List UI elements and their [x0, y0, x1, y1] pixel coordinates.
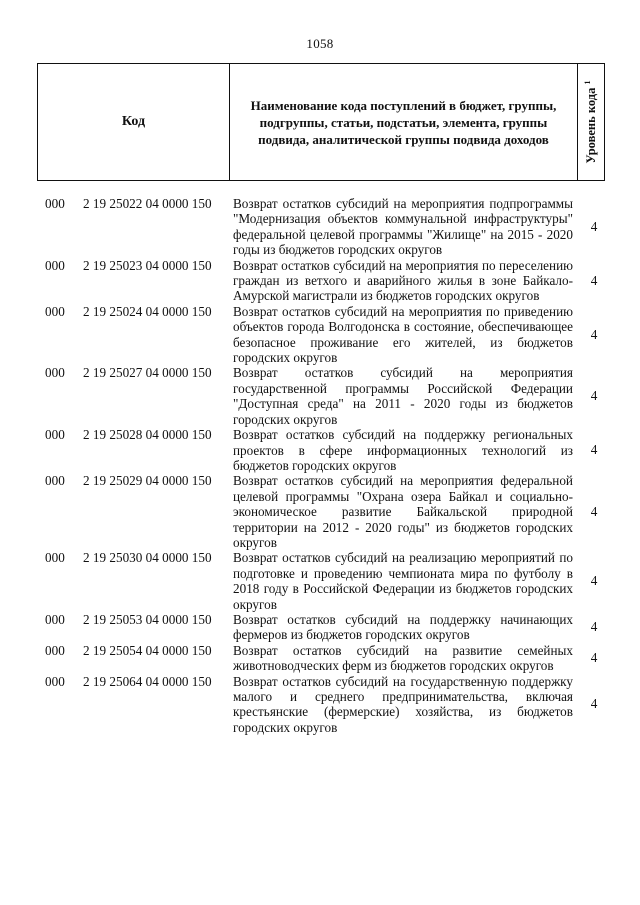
table-header [37, 63, 605, 181]
page-number: 1058 [306, 36, 334, 51]
row-level: 4 [590, 619, 598, 635]
header-code: Код [38, 64, 230, 180]
header-level [583, 81, 599, 164]
row-code: 2 19 25028 04 0000 150 [83, 427, 212, 443]
table-row [0, 612, 640, 643]
row-name: Возврат остатков субсидий на реализацию мероприятий по подготовке и проведению чемпионата мира по футболу в 2018 году в Российской Федерации из бюджетов городских округов [233, 550, 573, 612]
row-code: 2 19 25022 04 0000 150 [83, 196, 212, 211]
table-row [0, 473, 640, 550]
row-name: Возврат остатков субсидий на поддержку начинающих фермеров из бюджетов городских округов [233, 611, 573, 643]
row-name: Возврат остатков субсидий на развитие семейных животноводческих ферм из бюджетов городских округов [233, 642, 573, 674]
row-name: Возврат остатков субсидий на поддержку региональных проектов в сфере информационных технологий из бюджетов городских округов [233, 427, 573, 473]
row-code: 2 19 25030 04 0000 150 [83, 550, 212, 566]
table-row [0, 550, 640, 612]
header-level-cell [578, 64, 604, 180]
row-admin-code: 000 [45, 257, 65, 273]
row-admin-code: 000 [45, 196, 65, 211]
row-admin-code: 000 [45, 673, 65, 689]
row-code: 2 19 25053 04 0000 150 [83, 611, 212, 627]
table-row [0, 643, 640, 674]
row-admin-code: 000 [45, 550, 65, 566]
row-admin-code: 000 [45, 611, 65, 627]
row-name: Возврат остатков субсидий на мероприятия по переселению граждан из ветхого и аварийного жилья в зоне Байкало-Амурской магистрали из бюджетов городских округов [233, 257, 573, 304]
row-level: 4 [590, 696, 598, 712]
table-body [0, 196, 640, 735]
row-admin-code: 000 [45, 365, 65, 381]
row-code: 2 19 25027 04 0000 150 [83, 365, 212, 381]
row-code: 2 19 25024 04 0000 150 [83, 303, 212, 319]
row-level: 4 [590, 218, 598, 234]
row-level: 4 [590, 503, 598, 519]
row-code: 2 19 25029 04 0000 150 [83, 473, 212, 489]
header-name: Наименование кода поступлений в бюджет, группы, подгруппы, статьи, подстатьи, элемента, группы подвида, аналитической группы подвида доходов [230, 64, 578, 180]
table-row [0, 196, 640, 258]
table-row [0, 674, 640, 736]
row-level: 4 [590, 650, 598, 666]
row-level: 4 [590, 442, 598, 458]
table-row [0, 365, 640, 427]
row-name: Возврат остатков субсидий на мероприятия подпрограммы "Модернизация объектов коммунальной инфраструктуры" федеральной целевой программы "Жилище" на 2015 - 2020 годы из бюджетов городских округов [233, 196, 573, 258]
table-row [0, 427, 640, 473]
row-code: 2 19 25054 04 0000 150 [83, 642, 212, 658]
table-row [0, 304, 640, 366]
row-level: 4 [590, 326, 598, 342]
row-admin-code: 000 [45, 642, 65, 658]
row-admin-code: 000 [45, 303, 65, 319]
header-level-footnote: 1 [582, 80, 592, 85]
row-code: 2 19 25064 04 0000 150 [83, 673, 212, 689]
row-admin-code: 000 [45, 427, 65, 443]
row-name: Возврат остатков субсидий на мероприятия федеральной целевой программы "Охрана озера Байкал и социально-экономическое развитие Байкальской природной территории на 2012 - 2020 годы" из бюджетов городских округов [233, 473, 573, 550]
row-code: 2 19 25023 04 0000 150 [83, 257, 212, 273]
row-level: 4 [590, 272, 598, 288]
row-admin-code: 000 [45, 473, 65, 489]
row-name: Возврат остатков субсидий на государственную поддержку малого и среднего предпринимательства, включая крестьянские (фермерские) хозяйства, из бюджетов городских округов [233, 673, 573, 735]
header-level-label: Уровень кода [584, 87, 599, 164]
table-row [0, 258, 640, 304]
row-name: Возврат остатков субсидий на мероприятия по приведению объектов города Волгодонска в состояние, обеспечивающее безопасное проживание его жителей, из бюджетов городских округов [233, 303, 573, 366]
row-level: 4 [590, 388, 598, 404]
row-name: Возврат остатков субсидий на мероприятия государственной программы Российской Федерации "Доступная среда" на 2011 - 2020 годы из бюджетов городских округов [233, 365, 573, 427]
row-level: 4 [590, 573, 598, 589]
